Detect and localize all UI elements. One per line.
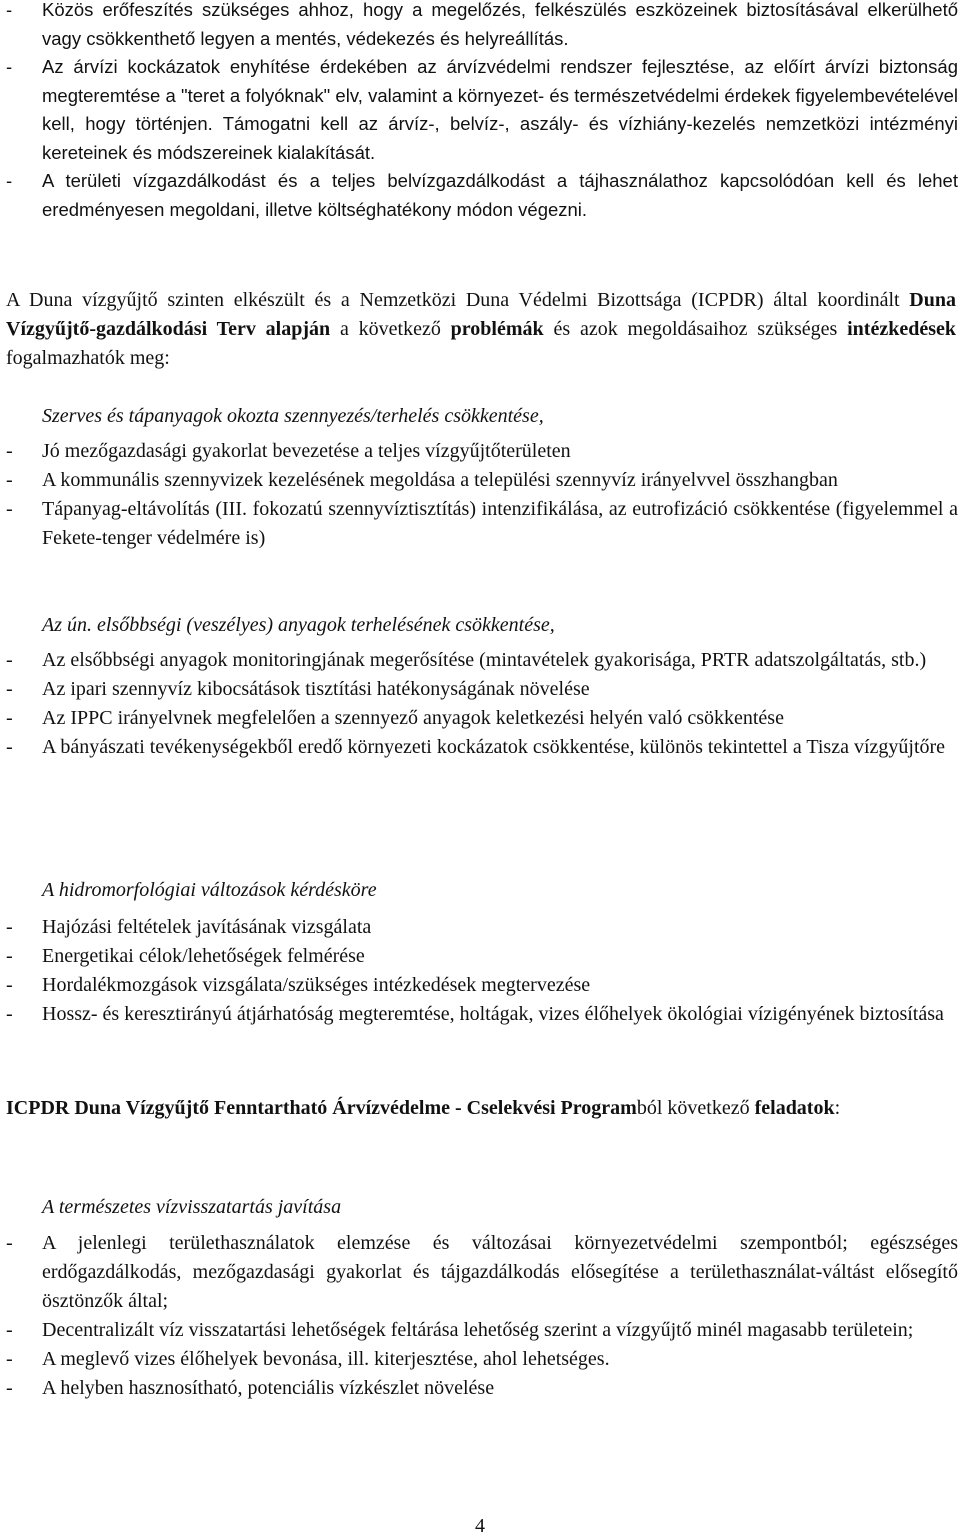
list-dash: - [6, 0, 13, 20]
list-item [0, 437, 958, 466]
list-dash: - [6, 736, 13, 758]
list-dash: - [6, 974, 13, 996]
list-item-text: Decentralizált víz visszatartási lehetőségek feltárása lehetőség szerint a vízgyűjtő minél magasabb területein; [42, 1319, 914, 1341]
list-dash: - [6, 1232, 13, 1254]
intro-bold-measures: intézkedések [847, 318, 956, 340]
intro-paragraph [6, 286, 956, 373]
intro-text: fogalmazhatók meg: [6, 347, 170, 369]
list-dash: - [6, 440, 13, 462]
list-dash: - [6, 469, 13, 491]
list-item-text: Az elsőbbségi anyagok monitoringjának megerősítése (mintavételek gyakorisága, PRTR adatszolgáltatás, stb.) [42, 649, 927, 671]
list-item [0, 646, 958, 675]
intro-bold-plan: Duna Vízgyűjtő-gazdálkodási Terv alapján [6, 289, 956, 340]
list-item-text: A kommunális szennyvizek kezelésének megoldása a települési szennyvíz irányelvvel összhangban [42, 469, 838, 491]
list-item [0, 1229, 958, 1316]
section-list [0, 1229, 960, 1403]
list-item-text: Jó mezőgazdasági gyakorlat bevezetése a teljes vízgyűjtőterületen [42, 440, 571, 462]
intro-text: A Duna vízgyűjtő szinten elkészült és a Nemzetközi Duna Védelmi Bizottsága (ICPDR) által koordinált [6, 289, 910, 311]
section-heading: Az ún. elsőbbségi (veszélyes) anyagok terhelésének csökkentése, [42, 614, 555, 636]
program-paragraph [6, 1094, 956, 1123]
list-dash: - [6, 1319, 13, 1341]
list-item [0, 1316, 958, 1345]
list-dash: - [6, 707, 13, 729]
list-item-text: A területi vízgazdálkodást és a teljes belvízgazdálkodást a tájhasználathoz kapcsolódóan kell és lehet eredményesen megoldani, illetve költséghatékony módon végezni. [42, 170, 958, 220]
list-dash: - [6, 1348, 13, 1370]
list-item [0, 1374, 958, 1403]
list-item [0, 167, 958, 224]
list-item-text: Hordalékmozgások vizsgálata/szükséges intézkedések megtervezése [42, 974, 591, 996]
list-item-text: Hajózási feltételek javításának vizsgálata [42, 916, 372, 938]
section-list [0, 437, 960, 553]
list-item [0, 466, 958, 495]
top-list [0, 0, 960, 224]
intro-text: a következő [330, 318, 451, 340]
list-item-text: Az ipari szennyvíz kibocsátások tisztítási hatékonyságának növelése [42, 678, 590, 700]
list-dash: - [6, 1377, 13, 1399]
list-item [0, 1000, 958, 1029]
list-item [0, 913, 958, 942]
list-item-text: Közös erőfeszítés szükséges ahhoz, hogy a megelőzés, felkészülés eszközeinek biztosításával elkerülhető vagy csökkenthető legyen a mentés, védekezés és helyreállítás. [42, 0, 958, 49]
list-item [0, 704, 958, 733]
list-dash: - [6, 56, 13, 77]
list-item-text: Az IPPC irányelvnek megfelelően a szennyező anyagok keletkezési helyén való csökkentése [42, 707, 784, 729]
list-item-text: Hossz- és keresztirányú átjárhatóság megteremtése, holtágak, vizes élőhelyek ökológiai vízigényének biztosítása [42, 1003, 944, 1025]
list-item [0, 495, 958, 553]
program-text: ból következő [636, 1097, 755, 1119]
list-item [0, 733, 958, 762]
program-text: : [834, 1097, 841, 1119]
list-item-text: A helyben hasznosítható, potenciális vízkészlet növelése [42, 1377, 495, 1399]
section-heading: Szerves és tápanyagok okozta szennyezés/terhelés csökkentése, [42, 405, 544, 427]
section-list [0, 913, 960, 1029]
list-dash: - [6, 649, 13, 671]
program-bold-tasks: feladatok [754, 1097, 835, 1119]
intro-text: és azok megoldásaihoz szükséges [543, 318, 848, 340]
list-dash: - [6, 1003, 13, 1025]
section-list [0, 646, 960, 762]
list-dash: - [6, 678, 13, 700]
list-dash: - [6, 916, 13, 938]
list-item-text: Energetikai célok/lehetőségek felmérése [42, 945, 365, 967]
list-item [0, 942, 958, 971]
list-item [0, 1345, 958, 1374]
list-item [0, 0, 958, 53]
list-item-text: Az árvízi kockázatok enyhítése érdekében az árvízvédelmi rendszer fejlesztése, az előírt árvízi biztonság megteremtése a "teret a folyóknak" elv, valamint a környezet- és természetvédelmi érdekek figyelembevételével kell, hogy történjen. Támogatni kell az árvíz-, belvíz-, aszály- és vízhiány-kezelés nemzetközi intézményi kereteinek és módszereinek kialakítását. [42, 56, 958, 163]
list-dash: - [6, 945, 13, 967]
list-item-text: A meglevő vizes élőhelyek bevonása, ill. kiterjesztése, ahol lehetséges. [42, 1348, 610, 1370]
section-heading: A hidromorfológiai változások kérdésköre [42, 879, 377, 901]
list-item [0, 675, 958, 704]
page-number: 4 [475, 1515, 485, 1537]
list-dash: - [6, 498, 13, 520]
section-heading: A természetes vízvisszatartás javítása [42, 1196, 342, 1218]
list-item-text: A bányászati tevékenységekből eredő környezeti kockázatok csökkentése, különös tekintettel a Tisza vízgyűjtőre [42, 736, 946, 758]
list-item [0, 53, 958, 167]
list-item [0, 971, 958, 1000]
intro-bold-problems: problémák [450, 318, 544, 340]
program-bold-title: ICPDR Duna Vízgyűjtő Fenntartható Árvízvédelme - Cselekvési Program [6, 1097, 637, 1119]
list-item-text: Tápanyag-eltávolítás (III. fokozatú szennyvíztisztítás) intenzifikálása, az eutrofizáció csökkentése (figyelemmel a Fekete-tenger védelmére is) [42, 498, 958, 549]
list-dash: - [6, 170, 13, 191]
list-item-text: A jelenlegi területhasználatok elemzése és változásai környezetvédelmi szempontból; egészséges erdőgazdálkodás, mezőgazdasági gyakorlat és tájgazdálkodás elősegítése a területhasználat-váltást elősegítő ösztönzők által; [42, 1232, 958, 1312]
